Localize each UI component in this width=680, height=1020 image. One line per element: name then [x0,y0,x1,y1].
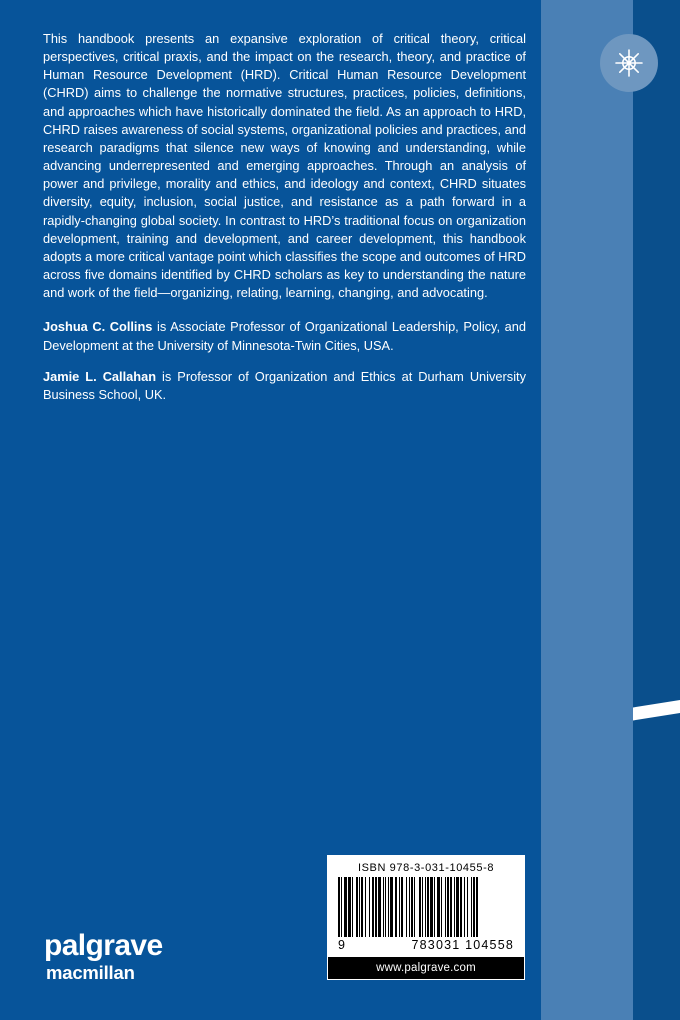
author-bio-1 [43,318,526,354]
barcode-digit-right: 783031 104558 [411,938,514,952]
right-band-light [541,0,633,1020]
blurb-paragraph: This handbook presents an expansive exploration of critical theory, critical perspectives, critical praxis, and the impact on the research, theory, and practice of Human Resource Development (HRD). Critical Human Resource Development (CHRD) aims to challenge the normative structures, practices, policies, definitions, and approaches which have historically dominated the field. As an approach to HRD, CHRD raises awareness of social systems, organizational policies and practices, and research paradigms that silence new ways of knowing and understanding, while advancing underrepresented and emerging approaches. Through an analysis of power and privilege, morality and ethics, and ideology and context, CHRD situates diversity, equity, inclusion, social justice, and resistance as a path forward in a rapidly-changing global society. In contrast to HRD’s traditional focus on organization development, training and development, and career development, this handbook adopts a more critical vantage point which classifies the scope and outcomes of HRD across five domains identified by CHRD scholars as key to understanding the nature and work of the field—organizing, relating, learning, changing, and advocating. [43,31,526,301]
author-name-2: Jamie L. Callahan [43,368,157,384]
band-notch [633,700,680,720]
isbn-label: ISBN 978-3-031-10455-8 [357,862,495,874]
publisher-website: www.palgrave.com [328,957,524,979]
author-description-2: is Professor of Organization and Ethics at Durham University Business School, UK. [43,368,526,402]
isbn-barcode-panel [327,855,525,980]
publisher-wordmark [44,928,163,983]
author-bios [43,318,526,404]
author-name-1: Joshua C. Collins [43,319,153,335]
author-description-1: is Associate Professor of Organizational Leadership, Policy, and Development at the University of Minnesota-Twin Cities, USA. [43,319,526,353]
barcode-bars [338,877,514,937]
barcode-digits [338,938,514,952]
back-cover-text-block [43,30,526,404]
palgrave-sun-icon [600,34,658,92]
author-bio-2 [43,368,526,404]
barcode-digit-left: 9 [338,938,347,952]
publisher-name-line1: palgrave [44,928,163,962]
publisher-name-line2: macmillan [46,961,135,983]
right-band-dark [633,0,680,1020]
